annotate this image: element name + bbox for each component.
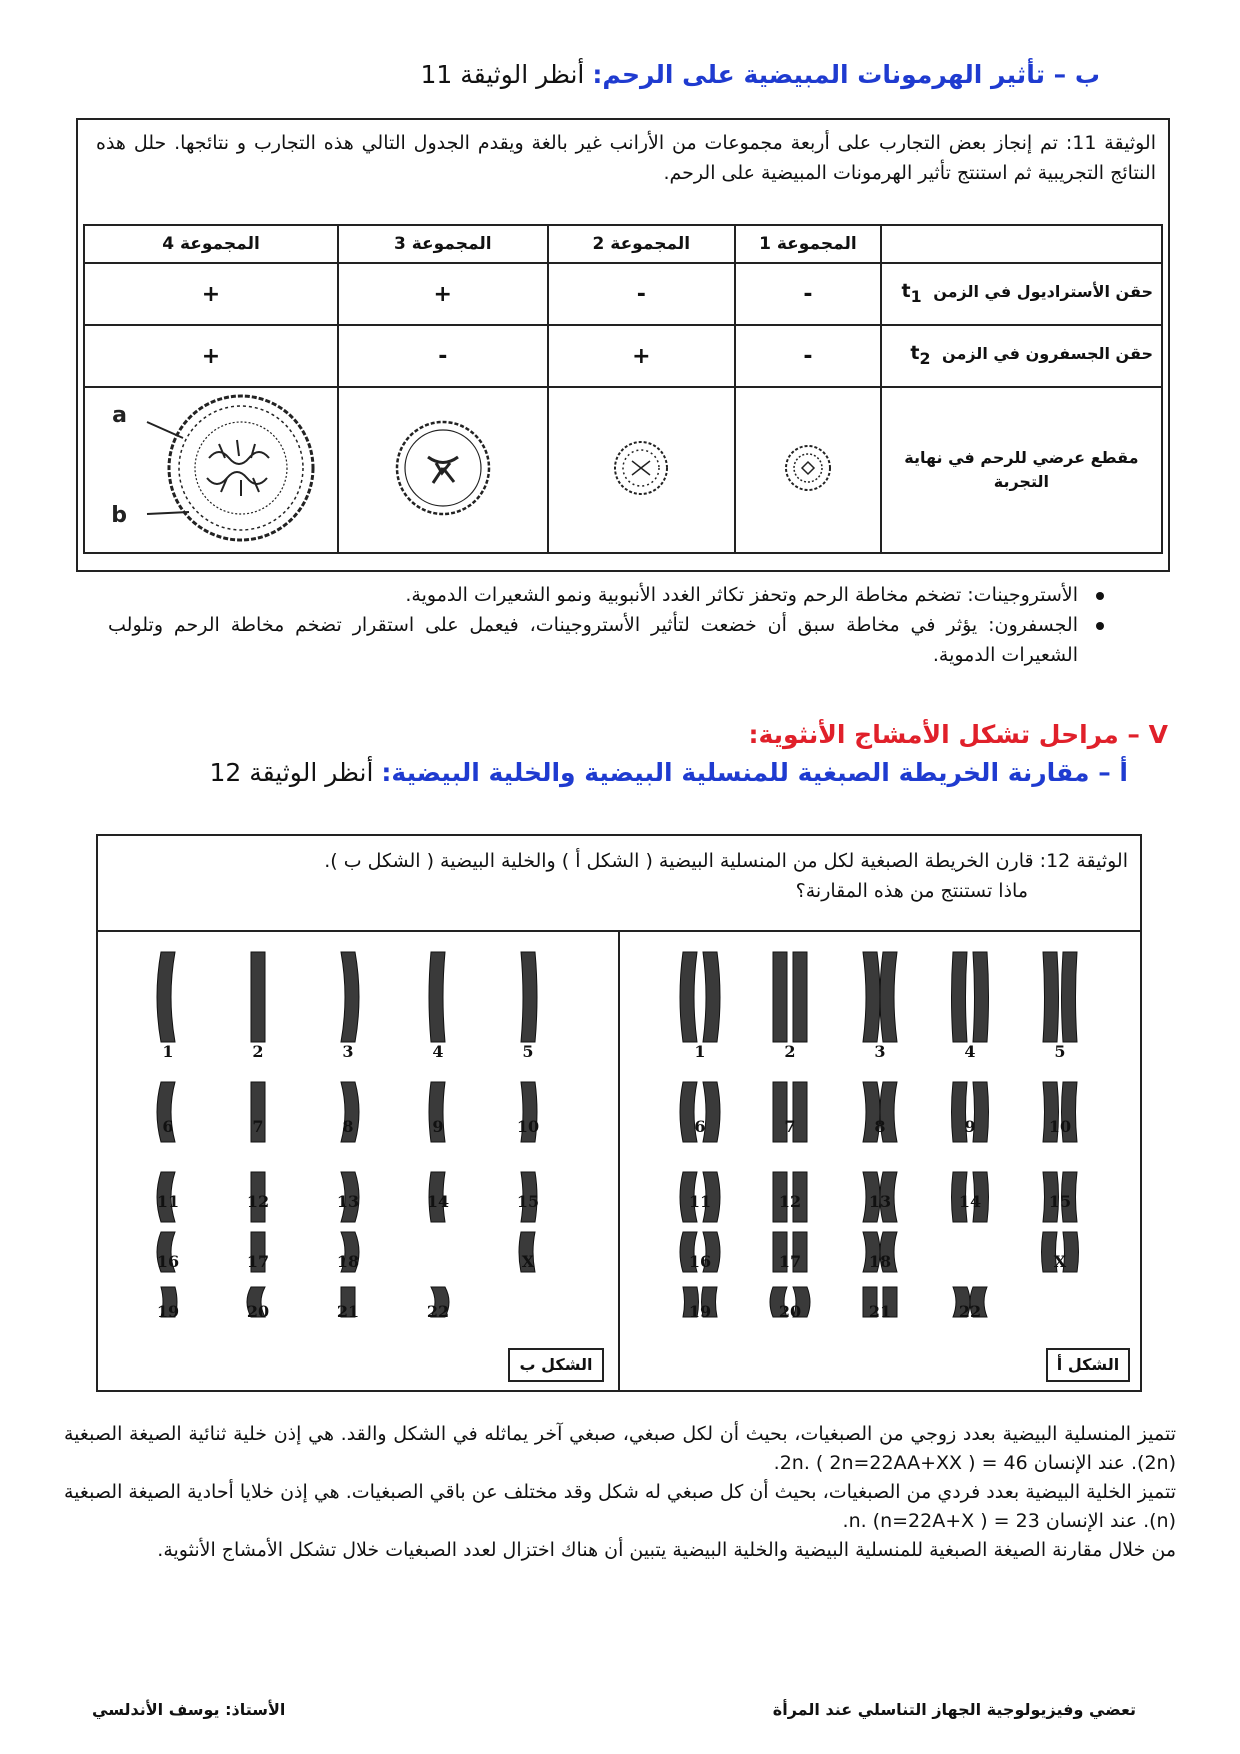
figure-b-label: الشكل ب: [508, 1348, 604, 1382]
figure-b-chromosome-number-10: 10: [516, 1117, 540, 1136]
figure-a-chromosome-number-14: 14: [958, 1192, 982, 1211]
figure-a-karyotype: [620, 932, 1140, 1392]
figure-a-chromosome-number-9: 9: [964, 1117, 976, 1136]
conclusion-oocyte: تتميز الخلية البيضية بعدد فردي من الصبغيات، بحيث أن كل صبغي له شكل وقد مختلف عن باقي الصبغيات. هي إذن خلايا أحادية الصيغة الصبغية (n). عند الإنسان 23 = n. (n=22A+X ).: [64, 1481, 1176, 1532]
progesterone-row: [84, 325, 1162, 387]
estradiol-time-sub: 1: [910, 286, 922, 306]
progesterone-group-1: -: [735, 325, 881, 387]
figure-b-chromosome-number-22: 22: [426, 1302, 450, 1321]
uterus-section-label: مقطع عرضي للرحم في نهاية التجربة: [881, 387, 1162, 553]
figure-a-chromosome-5-a: [1043, 952, 1059, 1042]
section-a-prefix: أ –: [1089, 758, 1128, 787]
conclusion-oogonium: تتميز المنسلية البيضية بعدد زوجي من الصبغيات، بحيث أن لكل صبغي، صبغي آخر يماثله في الشكل والقد. هي إذن خلية ثنائية الصيغة الصبغية (2n). عند الإنسان 46 = 2n. ( 2n=22AA+XX ).: [64, 1423, 1176, 1474]
hormone-effects-list: [108, 580, 1108, 670]
section-a-heading: [210, 756, 1129, 790]
figure-b-chromosome-number-17: 17: [246, 1252, 270, 1271]
group-3-header: المجموعة 3: [338, 225, 548, 263]
uterus-section-group-2: [548, 387, 736, 553]
figure-b-chromosome-number-21: 21: [336, 1302, 360, 1321]
figure-a-chromosome-number-15: 15: [1048, 1192, 1072, 1211]
figure-a-chromosome-number-20: 20: [778, 1302, 802, 1321]
group-1-header: المجموعة 1: [735, 225, 881, 263]
bullet-progesterone: [108, 610, 1108, 670]
figure-b-chromosome-number-18: 18: [336, 1252, 360, 1271]
document-12-line: [108, 846, 1128, 876]
group-4-header: المجموعة 4: [84, 225, 338, 263]
uterus-section-3-image: [388, 413, 498, 523]
document-11-text: [96, 128, 1156, 188]
estradiol-group-2: -: [548, 263, 736, 325]
experiment-table: [83, 224, 1163, 554]
bullet-estrogens-text: الأستروجينات: تضخم مخاطة الرحم وتحفز تكاثر الغدد الأنبوبية ونمو الشعيرات الدموية.: [405, 584, 1078, 606]
uterus-section-2-image: [606, 433, 676, 503]
bullet-progesterone-text: الجسفرون: يؤثر في مخاطة سبق أن خضعت لتأثير الأستروجينات، فيعمل على استقرار تضخم مخاطة الرحم وتلولب الشعيرات الدموية.: [108, 614, 1078, 666]
section-b-heading: [420, 58, 1100, 92]
document-11-body: تم إنجاز بعض التجارب على أربعة مجموعات من الأرانب غير بالغة ويقدم الجدول التالي هذه التجارب و نتائجها. حلل هذه النتائج التجريبية ثم استنتج تأثير الهرمونات المبيضية على الرحم.: [96, 132, 1156, 184]
figure-a-chromosome-number-13: 13: [868, 1192, 892, 1211]
section-b-ref: أنظر الوثيقة 11: [420, 60, 585, 89]
uterus-section-1-image: [778, 438, 838, 498]
group-2-header: المجموعة 2: [548, 225, 736, 263]
estradiol-group-4: +: [84, 263, 338, 325]
figure-b-chromosome-number-5: 5: [522, 1042, 534, 1061]
figure-b-chromosome-number-13: 13: [336, 1192, 360, 1211]
figure-a-chromosome-1-a: [680, 952, 697, 1042]
table-corner-cell: [881, 225, 1162, 263]
figure-b-chromosome-number-19: 19: [156, 1302, 180, 1321]
figure-a-chromosome-number-21: 21: [868, 1302, 892, 1321]
figure-a-chromosome-number-10: 10: [1048, 1117, 1072, 1136]
document-12-body: قارن الخريطة الصبغية لكل من المنسلية البيضية ( الشكل أ ) والخلية البيضية ( الشكل ب ).: [324, 850, 1034, 872]
figure-a-chromosome-5-b: [1062, 952, 1078, 1042]
uterus-section-row: [84, 387, 1162, 553]
figure-b-chromosome-number-7: 7: [252, 1117, 264, 1136]
figure-a-chromosome-number-19: 19: [688, 1302, 712, 1321]
figure-b-karyotype: [98, 932, 618, 1392]
marker-b-label: b: [111, 503, 127, 528]
figure-b-chromosome-number-20: 20: [246, 1302, 270, 1321]
estradiol-row-label: [881, 263, 1162, 325]
figure-a-chromosome-number-6: 6: [694, 1117, 706, 1136]
section-b-title: تأثير الهرمونات المبيضية على الرحم:: [592, 60, 1045, 89]
progesterone-label-text: حقن الجسفرون في الزمن: [942, 344, 1153, 364]
hormone-effects-list-wrap: [108, 580, 1108, 670]
figure-b-chromosome-4: [429, 952, 445, 1042]
figure-a-chromosome-1-b: [703, 952, 720, 1042]
section-a-title: مقارنة الخريطة الصبغية للمنسلية البيضية والخلية البيضية:: [381, 758, 1090, 787]
figure-b-chromosome-2: [251, 952, 265, 1042]
progesterone-group-2: +: [548, 325, 736, 387]
uterus-section-group-4: [84, 387, 338, 553]
bullet-dot: [1096, 622, 1104, 630]
figure-b-chromosome-number-9: 9: [432, 1117, 444, 1136]
figure-b-chromosome-number-3: 3: [342, 1042, 354, 1061]
figure-b-chromosome-number-16: 16: [156, 1252, 180, 1271]
figure-b-chromosome-1: [157, 952, 175, 1042]
progesterone-group-4: +: [84, 325, 338, 387]
estradiol-group-1: -: [735, 263, 881, 325]
figure-a-chromosome-number-5: 5: [1054, 1042, 1066, 1061]
figure-b-chromosome-number-12: 12: [246, 1192, 270, 1211]
conclusion: [64, 1420, 1176, 1565]
conclusion-reduction: من خلال مقارنة الصيغة الصبغية للمنسلية البيضية والخلية البيضية يتبين أن هناك اختزال لعدد الصبغيات خلال تشكل الأمشاج الأنثوية.: [157, 1539, 1176, 1561]
figure-a-chromosome-3-a: [863, 952, 880, 1042]
document-12-question: ماذا تستنتج من هذه المقارنة؟: [795, 880, 1028, 902]
figure-b-chromosome-number-8: 8: [342, 1117, 354, 1136]
figure-b-chromosome-number-11: 11: [156, 1192, 180, 1211]
uterus-section-4-image: [91, 388, 331, 548]
bullet-estrogens: [108, 580, 1108, 610]
figure-b-chromosome-number-X: X: [521, 1252, 535, 1271]
document-11-box: [76, 118, 1170, 572]
figure-a-chromosome-number-2: 2: [784, 1042, 796, 1061]
figure-a-chromosome-number-22: 22: [958, 1302, 982, 1321]
figure-a-chromosome-number-4: 4: [964, 1042, 976, 1061]
figure-b-chromosome-number-4: 4: [432, 1042, 444, 1061]
figure-b-chromosome-number-14: 14: [426, 1192, 450, 1211]
uterus-section-group-3: [338, 387, 548, 553]
figure-a-chromosome-number-1: 1: [694, 1042, 706, 1061]
figure-a-chromosome-number-16: 16: [688, 1252, 712, 1271]
section-v-heading: [748, 718, 1168, 752]
figure-a-chromosome-number-8: 8: [874, 1117, 886, 1136]
bullet-dot: [1096, 592, 1104, 600]
figure-a-chromosome-number-11: 11: [688, 1192, 712, 1211]
marker-a-label: a: [112, 403, 127, 428]
progesterone-time: [910, 342, 931, 368]
footer-course-title: تعضي وفيزيولوجية الجهاز التناسلي عند المرأة: [772, 1700, 1136, 1719]
figure-b-chromosome-number-1: 1: [162, 1042, 174, 1061]
estradiol-time: [901, 280, 922, 306]
figure-a-chromosome-2-a: [773, 952, 787, 1042]
figure-a-chromosome-number-X: X: [1053, 1252, 1067, 1271]
figure-b-chromosome-3: [341, 952, 359, 1042]
section-v-num: V –: [1118, 720, 1168, 749]
document-12-box: [96, 834, 1142, 1392]
experiment-table-wrap: [83, 224, 1163, 554]
figure-a-chromosome-number-3: 3: [874, 1042, 886, 1061]
figure-a-chromosome-4-a: [952, 952, 968, 1042]
figure-a-chromosome-number-12: 12: [778, 1192, 802, 1211]
figure-a-chromosome-3-b: [880, 952, 897, 1042]
table-header-row: [84, 225, 1162, 263]
figure-b-chromosome-number-6: 6: [162, 1117, 174, 1136]
figure-a-chromosome-number-18: 18: [868, 1252, 892, 1271]
figure-b-chromosome-5: [521, 952, 537, 1042]
section-v-title: مراحل تشكل الأمشاج الأنثوية:: [748, 720, 1119, 749]
section-b-prefix: ب –: [1044, 60, 1100, 89]
progesterone-time-sub: 2: [919, 348, 931, 368]
estradiol-row: [84, 263, 1162, 325]
uterus-section-group-1: [735, 387, 881, 553]
estradiol-time-var: t: [901, 280, 911, 303]
progesterone-time-var: t: [910, 342, 920, 365]
document-11-label: الوثيقة 11:: [1065, 132, 1156, 154]
figure-a-label: الشكل أ: [1046, 1348, 1130, 1382]
figure-a-chromosome-2-b: [793, 952, 807, 1042]
figure-b-chromosome-number-2: 2: [252, 1042, 264, 1061]
document-12-label: الوثيقة 12:: [1039, 850, 1128, 872]
figure-a-chromosome-4-b: [973, 952, 989, 1042]
progesterone-group-3: -: [338, 325, 548, 387]
figure-b-chromosome-number-15: 15: [516, 1192, 540, 1211]
estradiol-group-3: +: [338, 263, 548, 325]
figure-a-chromosome-number-17: 17: [778, 1252, 802, 1271]
estradiol-label-text: حقن الأستراديول في الزمن: [933, 282, 1153, 302]
section-a-ref: أنظر الوثيقة 12: [209, 758, 374, 787]
progesterone-row-label: [881, 325, 1162, 387]
document-12-text: [108, 846, 1128, 906]
footer-teacher: الأستاذ: يوسف الأندلسي: [92, 1700, 286, 1719]
figure-a-chromosome-number-7: 7: [784, 1117, 796, 1136]
